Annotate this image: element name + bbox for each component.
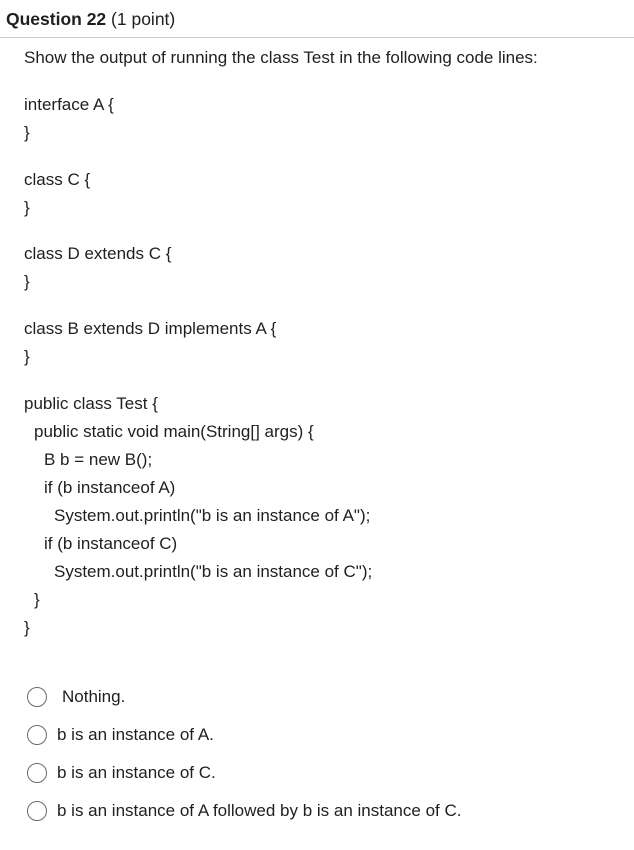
question-number: Question 22 [6, 9, 107, 29]
code-line: interface A { [24, 95, 114, 114]
answer-option-label: b is an instance of A. [57, 725, 214, 744]
question-title [6, 8, 175, 30]
answer-option-label: Nothing. [62, 687, 126, 706]
radio-button[interactable] [27, 725, 47, 745]
answer-option-label: b is an instance of A followed by b is an instance of C. [57, 801, 462, 820]
answer-option-a[interactable] [27, 722, 214, 748]
code-line: System.out.println("b is an instance of C"); [54, 562, 373, 581]
code-line: } [34, 590, 40, 609]
question-prompt: Show the output of running the class Test in the following code lines: [24, 48, 538, 67]
answer-option-label: b is an instance of C. [57, 763, 216, 782]
code-line: } [24, 618, 30, 637]
question-points: (1 point) [111, 9, 176, 29]
code-line: System.out.println("b is an instance of A"); [54, 506, 371, 525]
code-line: } [24, 123, 30, 142]
answer-option-nothing[interactable] [27, 684, 125, 710]
code-line: if (b instanceof A) [44, 478, 176, 497]
code-line: } [24, 347, 30, 366]
answer-option-c[interactable] [27, 760, 216, 786]
radio-button[interactable] [27, 801, 47, 821]
code-line: class D extends C { [24, 244, 172, 263]
code-line: } [24, 198, 30, 217]
question-header [0, 0, 634, 38]
code-line: class C { [24, 170, 91, 189]
radio-button[interactable] [27, 763, 47, 783]
code-line: public static void main(String[] args) { [34, 422, 314, 441]
code-line: public class Test { [24, 394, 158, 413]
code-line: class B extends D implements A { [24, 319, 277, 338]
answer-option-a-and-c[interactable] [27, 798, 461, 824]
code-line: if (b instanceof C) [44, 534, 178, 553]
radio-button[interactable] [27, 687, 47, 707]
code-line: B b = new B(); [44, 450, 153, 469]
code-line: } [24, 272, 30, 291]
